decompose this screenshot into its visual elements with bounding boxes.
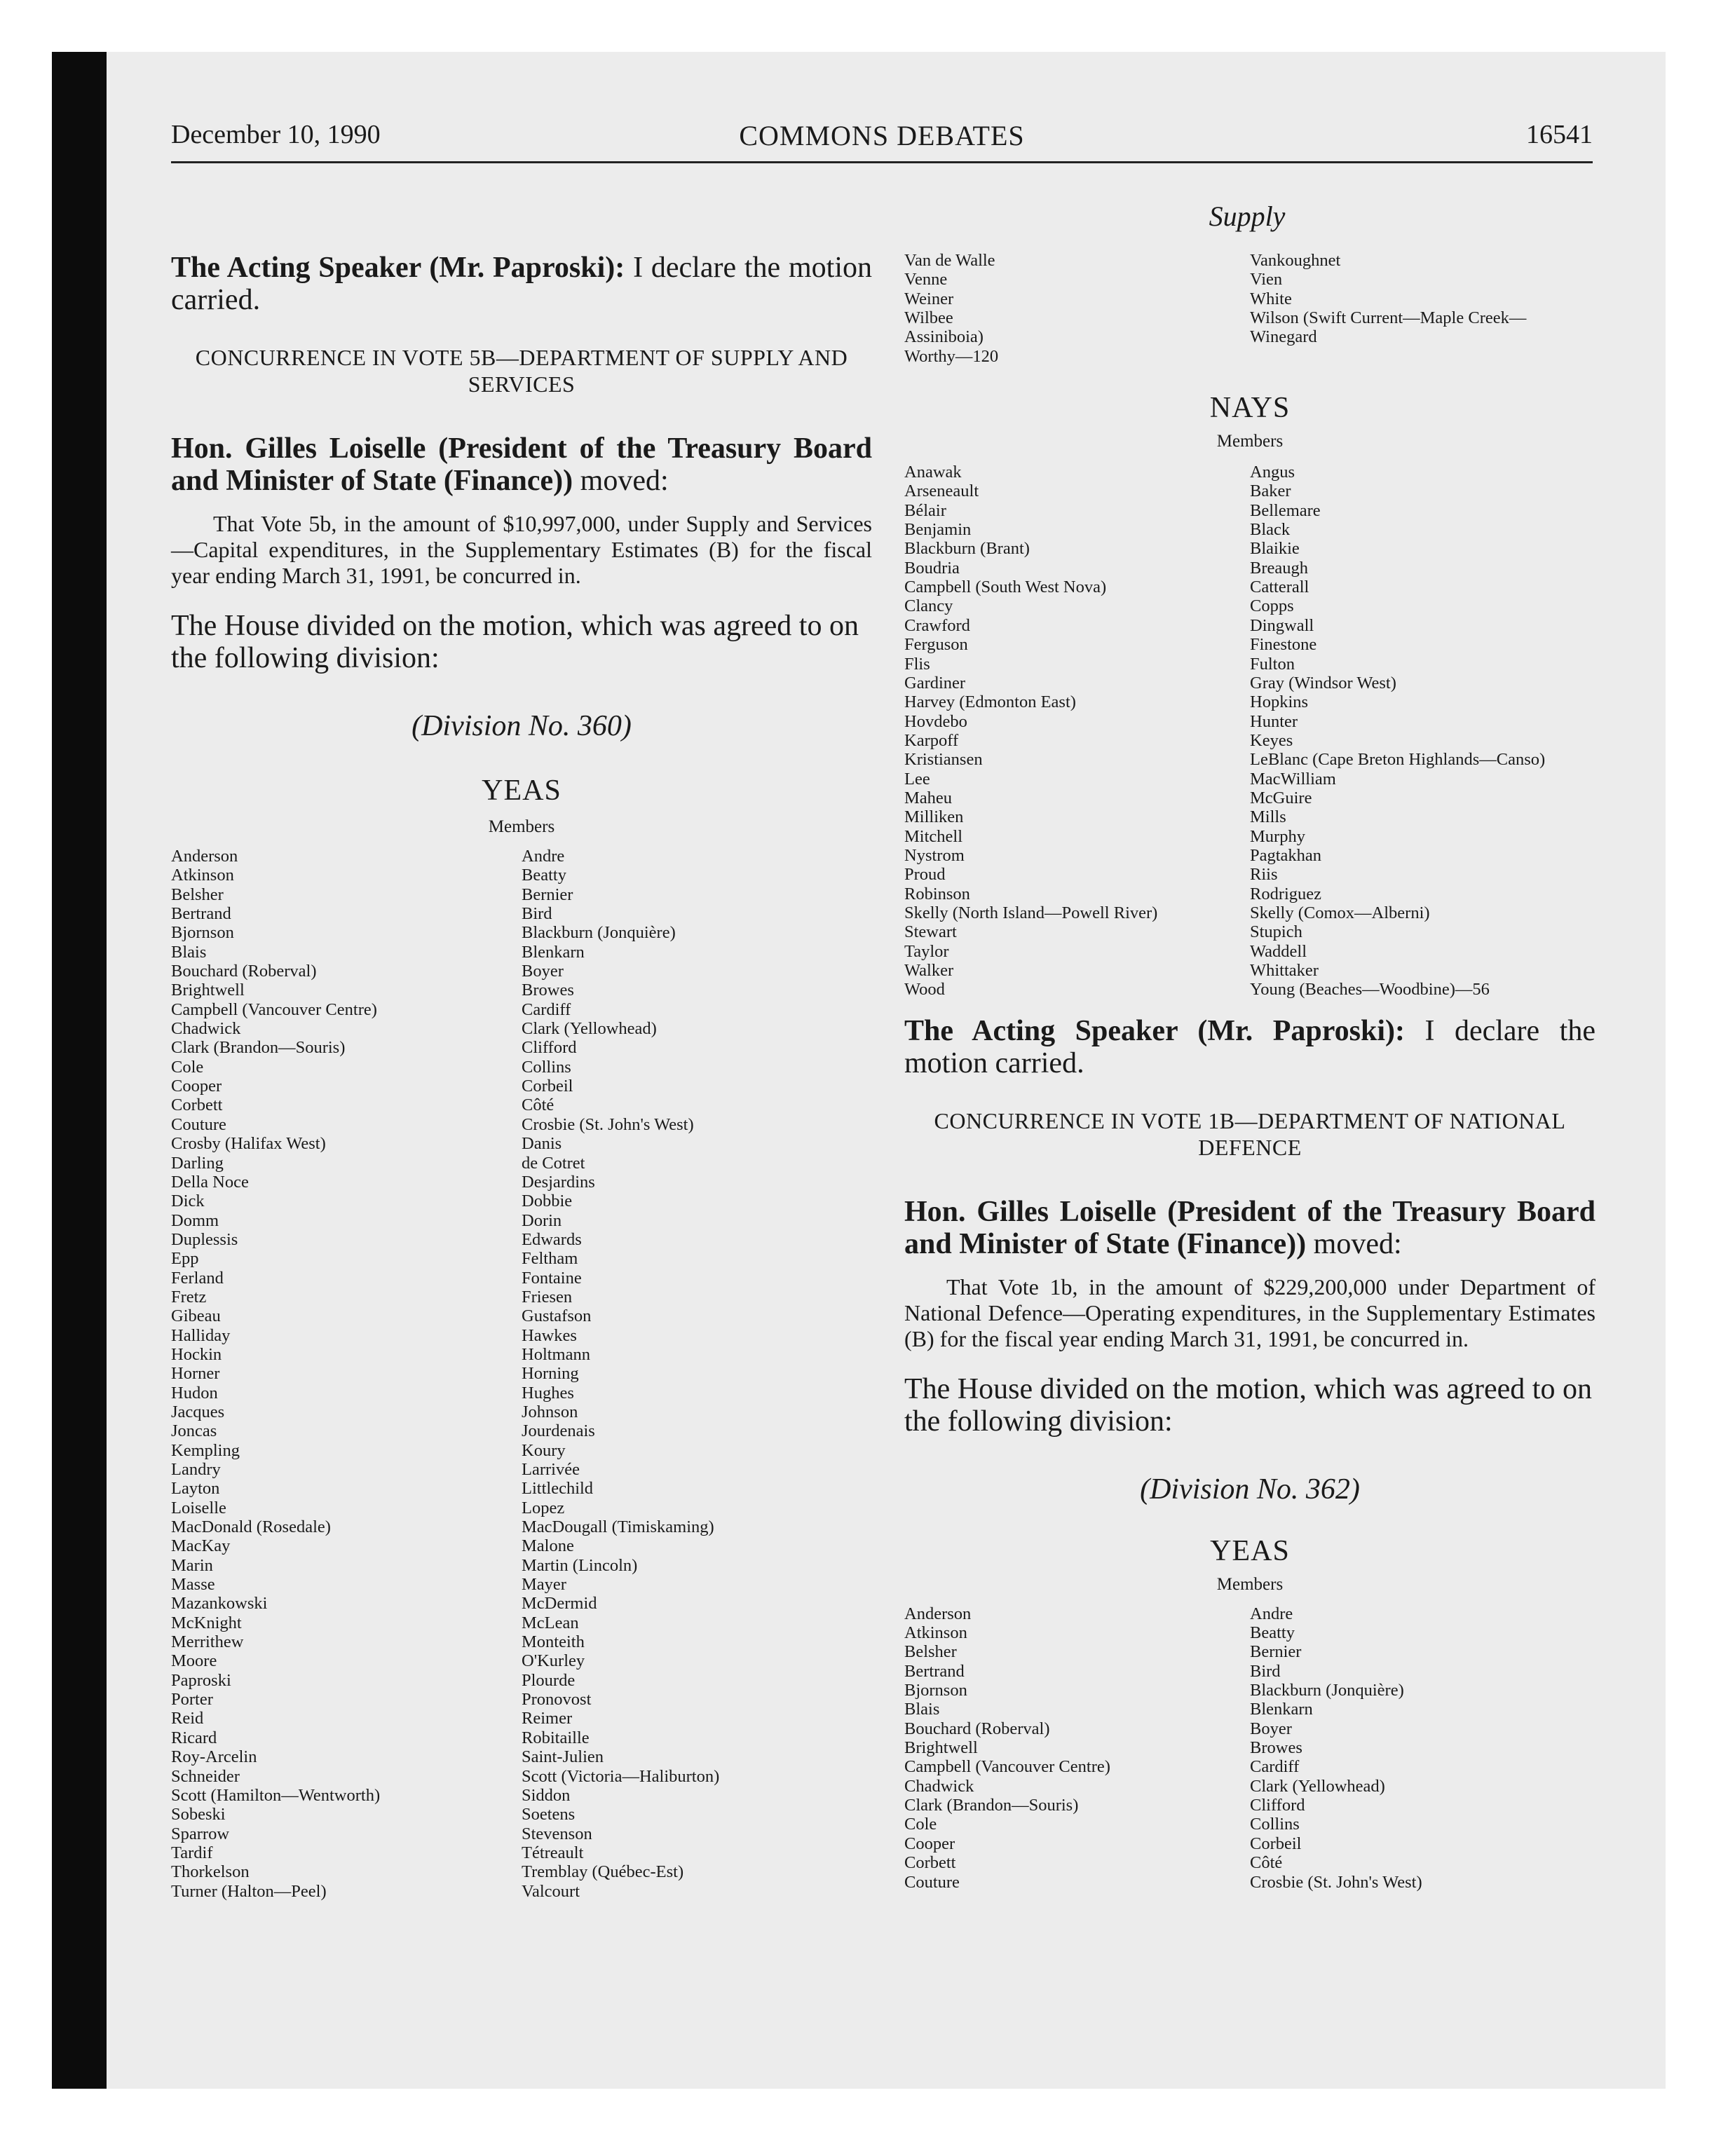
member-name: Winegard: [1250, 327, 1317, 347]
member-name: Clark (Brandon—Souris): [904, 1796, 1079, 1815]
header-date: December 10, 1990: [171, 120, 381, 149]
member-name: Walker: [904, 961, 954, 980]
continued-column-2: [1250, 251, 1595, 366]
member-name: Collins: [1250, 1815, 1300, 1834]
member-name: Hovdebo: [904, 711, 967, 731]
member-name: Beatty: [522, 866, 566, 885]
member-name: Keyes: [1250, 730, 1293, 750]
member-name: Hughes: [522, 1383, 574, 1403]
member-name: Breaugh: [1250, 558, 1308, 578]
mover-statement-2: [904, 1196, 1595, 1260]
member-name: Murphy: [1250, 826, 1305, 846]
member-name: Merrithew: [171, 1632, 244, 1652]
member-name: Reid: [171, 1709, 204, 1728]
member-name: Stevenson: [522, 1824, 592, 1843]
member-name: Brightwell: [904, 1738, 978, 1758]
member-name: Mills: [1250, 807, 1286, 827]
member-name: Chadwick: [904, 1776, 974, 1796]
member-name: Gray (Windsor West): [1250, 673, 1396, 692]
member-name: Loiselle: [171, 1498, 226, 1517]
member-name: Atkinson: [171, 866, 234, 885]
speaker-text-2: I declare the motion carried.: [904, 1014, 1595, 1079]
member-name: Bellemare: [1250, 500, 1321, 520]
member-name: Hopkins: [1250, 692, 1309, 712]
mover-text: moved:: [573, 465, 669, 497]
member-name: Cole: [171, 1057, 204, 1077]
member-name: Layton: [171, 1479, 220, 1499]
member-name: Littlechild: [522, 1479, 594, 1499]
member-name: Fulton: [1250, 654, 1295, 674]
member-name: Clancy: [904, 596, 953, 616]
member-name: Gibeau: [171, 1306, 221, 1326]
member-name: Horning: [522, 1364, 579, 1384]
member-name: Mitchell: [904, 826, 963, 846]
member-name: Bernier: [1250, 1642, 1302, 1662]
member-name: Corbeil: [522, 1077, 573, 1096]
member-name: Malone: [522, 1536, 574, 1556]
member-name: Dingwall: [1250, 615, 1314, 635]
member-name: Côté: [522, 1096, 554, 1115]
member-name: Thorkelson: [171, 1862, 250, 1882]
member-name: Brightwell: [171, 981, 245, 1000]
member-name: Copps: [1250, 596, 1294, 616]
member-name: Mayer: [522, 1575, 566, 1595]
concurrence-heading: CONCURRENCE IN VOTE 5B—DEPARTMENT OF SUPPLY AND SERVICES: [195, 345, 848, 397]
member-name: Hockin: [171, 1344, 222, 1364]
member-name: Andre: [522, 847, 565, 866]
member-name: Clark (Yellowhead): [522, 1019, 657, 1039]
member-name: Dobbie: [522, 1192, 573, 1211]
member-name: MacKay: [171, 1536, 231, 1556]
member-name: Horner: [171, 1364, 220, 1384]
member-name: Pagtakhan: [1250, 845, 1322, 865]
member-name: Chadwick: [171, 1019, 241, 1039]
member-name: Browes: [522, 981, 574, 1000]
member-name: Couture: [904, 1872, 960, 1892]
mover-name-2: Hon. Gilles Loiselle (President of the Treasury Board and Minister of State (Finance)): [904, 1195, 1595, 1260]
member-name: Belsher: [904, 1642, 957, 1662]
member-name: Duplessis: [171, 1229, 238, 1249]
member-name: Proud: [904, 865, 946, 885]
member-name: Taylor: [904, 941, 949, 961]
member-name: de Cotret: [522, 1153, 585, 1173]
member-name: Kempling: [171, 1440, 240, 1460]
member-name: Baker: [1250, 482, 1291, 501]
member-name: Bird: [522, 904, 552, 924]
member-name: Ferguson: [904, 635, 968, 655]
member-name: Maheu: [904, 788, 953, 807]
member-name: Skelly (Comox—Alberni): [1250, 903, 1430, 922]
member-name: Paproski: [171, 1670, 231, 1690]
member-name: Riis: [1250, 865, 1278, 885]
member-name: O'Kurley: [522, 1651, 585, 1671]
member-name: Marin: [171, 1555, 213, 1575]
member-name: Kristiansen: [904, 750, 983, 770]
member-name: Stupich: [1250, 922, 1302, 942]
member-name: Koury: [522, 1440, 566, 1460]
member-name: Wood: [904, 980, 945, 999]
mover-text-2: moved:: [1306, 1227, 1402, 1260]
page-header: [171, 119, 1593, 164]
member-name: Valcourt: [522, 1881, 580, 1901]
member-name: Boyer: [1250, 1719, 1292, 1738]
member-name: Sparrow: [171, 1824, 230, 1843]
member-name: Porter: [171, 1690, 213, 1710]
member-name: Cardiff: [1250, 1757, 1300, 1777]
mover-statement: [171, 432, 872, 497]
member-name: Johnson: [522, 1402, 578, 1421]
member-name: Clifford: [1250, 1796, 1305, 1815]
mover-name: Hon. Gilles Loiselle (President of the Treasury Board and Minister of State (Finance)): [171, 432, 872, 497]
member-name: Corbett: [904, 1853, 956, 1873]
member-name: Atkinson: [904, 1623, 967, 1643]
member-name: Bjornson: [904, 1681, 967, 1700]
member-name: Andre: [1250, 1604, 1293, 1623]
yeas-list-2: [904, 1604, 1595, 1892]
member-name: Hudon: [171, 1383, 218, 1403]
member-name: Bird: [1250, 1661, 1281, 1681]
member-name: Blackburn (Jonquière): [522, 923, 676, 943]
member-name: Bjornson: [171, 923, 234, 943]
member-name: Crosbie (St. John's West): [1250, 1872, 1422, 1892]
member-name: McKnight: [171, 1613, 242, 1632]
member-name: LeBlanc (Cape Breton Highlands—Canso): [1250, 750, 1546, 770]
member-name: Blenkarn: [522, 942, 585, 962]
yeas-heading-2: YEAS: [1210, 1534, 1290, 1567]
member-name: Plourde: [522, 1670, 576, 1690]
member-name: McGuire: [1250, 788, 1312, 807]
member-name: Cole: [904, 1815, 937, 1834]
member-name: Boudria: [904, 558, 960, 578]
member-name: Milliken: [904, 807, 964, 827]
binding-edge: [52, 52, 107, 2089]
member-name: Reimer: [522, 1709, 573, 1728]
member-name: Anderson: [171, 847, 238, 866]
member-name: Pronovost: [522, 1690, 592, 1710]
member-name: Boyer: [522, 962, 564, 981]
member-name: Halliday: [171, 1325, 231, 1345]
member-name: Belsher: [171, 885, 224, 904]
member-name: Vankoughnet: [1250, 251, 1341, 270]
member-name: Blackburn (Brant): [904, 539, 1030, 559]
motion-text: That Vote 5b, in the amount of $10,997,000, under Supply and Services—Capital expenditures, in the Supplementary Estimates (B) for the fiscal year ending March 31, 1991, be concurred in.: [171, 511, 872, 588]
continued-column-1: [904, 251, 1250, 366]
yeas-list: [171, 847, 872, 1901]
member-name: Masse: [171, 1575, 215, 1595]
division-number-2: (Division No. 362): [1140, 1473, 1360, 1506]
member-name: Vien: [1250, 270, 1283, 289]
yeas-continued-list: [904, 251, 1595, 366]
member-name: Crawford: [904, 615, 970, 635]
nays-heading: NAYS: [1209, 392, 1291, 425]
member-name: Finestone: [1250, 635, 1317, 655]
member-name: Wilbee: [904, 308, 953, 328]
member-name: Anawak: [904, 463, 962, 482]
member-name: Domm: [171, 1210, 219, 1230]
member-name: Clark (Brandon—Souris): [171, 1038, 346, 1058]
member-name: Nystrom: [904, 845, 965, 865]
member-name: Siddon: [522, 1785, 571, 1805]
member-name: Hawkes: [522, 1325, 577, 1345]
member-name: Mazankowski: [171, 1594, 268, 1613]
member-name: Bouchard (Roberval): [171, 962, 317, 981]
division-statement: The House divided on the motion, which was agreed to on the following division:: [171, 610, 859, 674]
member-name: Blaikie: [1250, 539, 1300, 559]
nays-column-1: [904, 463, 1250, 999]
yeas-2-column-1: [904, 1604, 1250, 1892]
member-name: MacWilliam: [1250, 769, 1336, 789]
member-name: Gardiner: [904, 673, 966, 692]
left-column: [171, 249, 872, 1901]
yeas-column-2: [522, 847, 872, 1901]
member-name: Saint-Julien: [522, 1747, 604, 1767]
member-name: Young (Beaches—Woodbine)—56: [1250, 980, 1490, 999]
member-name: Bertrand: [171, 904, 231, 924]
member-name: Turner (Halton—Peel): [171, 1881, 327, 1901]
member-name: Blackburn (Jonquière): [1250, 1681, 1404, 1700]
members-label-2: Members: [1216, 1574, 1284, 1594]
member-name: Joncas: [171, 1421, 217, 1441]
member-name: Collins: [522, 1057, 571, 1077]
member-name: Beatty: [1250, 1623, 1295, 1643]
member-name: Corbett: [171, 1096, 223, 1115]
yeas-2-column-2: [1250, 1604, 1595, 1892]
member-name: Desjardins: [522, 1172, 595, 1192]
member-name: Darling: [171, 1153, 224, 1173]
members-label: Members: [488, 817, 555, 836]
member-name: Whittaker: [1250, 961, 1319, 980]
member-name: Fontaine: [522, 1268, 582, 1288]
member-name: Worthy—120: [904, 346, 999, 366]
member-name: Robitaille: [522, 1728, 590, 1747]
member-name: Holtmann: [522, 1344, 590, 1364]
member-name: Anderson: [904, 1604, 972, 1623]
member-name: White: [1250, 289, 1292, 308]
member-name: Danis: [522, 1134, 562, 1154]
member-name: Skelly (North Island—Powell River): [904, 903, 1158, 922]
member-name: Friesen: [522, 1287, 573, 1306]
member-name: Dorin: [522, 1210, 562, 1230]
member-name: Van de Walle: [904, 251, 995, 270]
member-name: Tétreault: [522, 1843, 584, 1862]
speaker-statement: [171, 252, 872, 316]
member-name: Browes: [1250, 1738, 1302, 1758]
member-name: Schneider: [171, 1766, 240, 1786]
member-name: Larrivée: [522, 1460, 580, 1479]
member-name: Feltham: [522, 1249, 578, 1269]
concurrence-heading-2: CONCURRENCE IN VOTE 1B—DEPARTMENT OF NATIONAL DEFENCE: [934, 1107, 1566, 1160]
member-name: Rodriguez: [1250, 884, 1322, 903]
member-name: Clifford: [522, 1038, 577, 1058]
section-title: Supply: [1209, 200, 1286, 232]
member-name: Ricard: [171, 1728, 217, 1747]
member-name: Bertrand: [904, 1661, 965, 1681]
member-name: Dick: [171, 1192, 205, 1211]
speaker-name-2: The Acting Speaker (Mr. Paproski):: [904, 1014, 1406, 1047]
right-column: [904, 251, 1595, 1892]
member-name: Cooper: [904, 1834, 955, 1853]
member-name: Campbell (South West Nova): [904, 578, 1107, 597]
member-name: MacDougall (Timiskaming): [522, 1517, 714, 1537]
member-name: Clark (Yellowhead): [1250, 1776, 1385, 1796]
member-name: Scott (Victoria—Haliburton): [522, 1766, 720, 1786]
page-number: 16541: [1526, 120, 1593, 149]
member-name: Bernier: [522, 885, 573, 904]
member-name: Campbell (Vancouver Centre): [171, 999, 377, 1019]
speaker-statement-2: [904, 1015, 1595, 1079]
member-name: Della Noce: [171, 1172, 249, 1192]
member-name: Wilson (Swift Current—Maple Creek—: [1250, 308, 1527, 328]
member-name: Couture: [171, 1114, 226, 1134]
member-name: Assiniboia): [904, 327, 984, 347]
header-title: COMMONS DEBATES: [739, 120, 1025, 151]
member-name: Weiner: [904, 289, 954, 308]
member-name: Côté: [1250, 1853, 1283, 1873]
member-name: McLean: [522, 1613, 579, 1632]
member-name: Cardiff: [522, 999, 571, 1019]
member-name: Corbeil: [1250, 1834, 1302, 1853]
nays-column-2: [1250, 463, 1595, 999]
member-name: Flis: [904, 654, 930, 674]
member-name: Scott (Hamilton—Wentworth): [171, 1785, 381, 1805]
member-name: Jourdenais: [522, 1421, 595, 1441]
member-name: Karpoff: [904, 730, 959, 750]
member-name: Lopez: [522, 1498, 565, 1517]
division-number: (Division No. 360): [411, 710, 632, 742]
member-name: McDermid: [522, 1594, 597, 1613]
member-name: Monteith: [522, 1632, 585, 1652]
member-name: Arseneault: [904, 482, 979, 501]
member-name: Landry: [171, 1460, 221, 1479]
member-name: Crosby (Halifax West): [171, 1134, 326, 1154]
member-name: Blenkarn: [1250, 1700, 1313, 1719]
member-name: Hunter: [1250, 711, 1298, 731]
member-name: Stewart: [904, 922, 957, 942]
nays-members-label: Members: [1216, 432, 1284, 451]
member-name: Jacques: [171, 1402, 225, 1421]
member-name: Moore: [171, 1651, 217, 1671]
member-name: Black: [1250, 520, 1291, 540]
member-name: Ferland: [171, 1268, 224, 1288]
member-name: Crosbie (St. John's West): [522, 1114, 694, 1134]
member-name: MacDonald (Rosedale): [171, 1517, 331, 1537]
member-name: Fretz: [171, 1287, 207, 1306]
member-name: Tremblay (Québec-Est): [522, 1862, 684, 1882]
motion-text-2: That Vote 1b, in the amount of $229,200,000 under Department of National Defence—Operating expenditures, in the Supplementary Estimates (B) for the fiscal year ending March 31, 1991, be concurred in.: [904, 1274, 1595, 1351]
member-name: Martin (Lincoln): [522, 1555, 638, 1575]
member-name: Bélair: [904, 500, 946, 520]
member-name: Edwards: [522, 1229, 582, 1249]
member-name: Robinson: [904, 884, 970, 903]
speaker-text: I declare the motion carried.: [171, 252, 872, 316]
member-name: Gustafson: [522, 1306, 592, 1326]
member-name: Epp: [171, 1249, 199, 1269]
member-name: Blais: [171, 942, 207, 962]
yeas-heading: YEAS: [482, 775, 562, 807]
member-name: Venne: [904, 270, 948, 289]
member-name: Waddell: [1250, 941, 1307, 961]
member-name: Tardif: [171, 1843, 213, 1862]
speaker-name: The Acting Speaker (Mr. Paproski):: [171, 252, 625, 284]
member-name: Sobeski: [171, 1805, 226, 1824]
division-statement-2: The House divided on the motion, which was agreed to on the following division:: [904, 1372, 1592, 1438]
member-name: Angus: [1250, 463, 1295, 482]
member-name: Soetens: [522, 1805, 576, 1824]
header-rule: [171, 161, 1593, 163]
member-name: Campbell (Vancouver Centre): [904, 1757, 1110, 1777]
member-name: Cooper: [171, 1077, 222, 1096]
member-name: Roy-Arcelin: [171, 1747, 257, 1767]
member-name: Harvey (Edmonton East): [904, 692, 1076, 712]
member-name: Benjamin: [904, 520, 972, 540]
nays-list: [904, 463, 1595, 999]
member-name: Lee: [904, 769, 930, 789]
member-name: Bouchard (Roberval): [904, 1719, 1050, 1738]
yeas-column-1: [171, 847, 522, 1901]
member-name: Blais: [904, 1700, 940, 1719]
member-name: Catterall: [1250, 578, 1309, 597]
